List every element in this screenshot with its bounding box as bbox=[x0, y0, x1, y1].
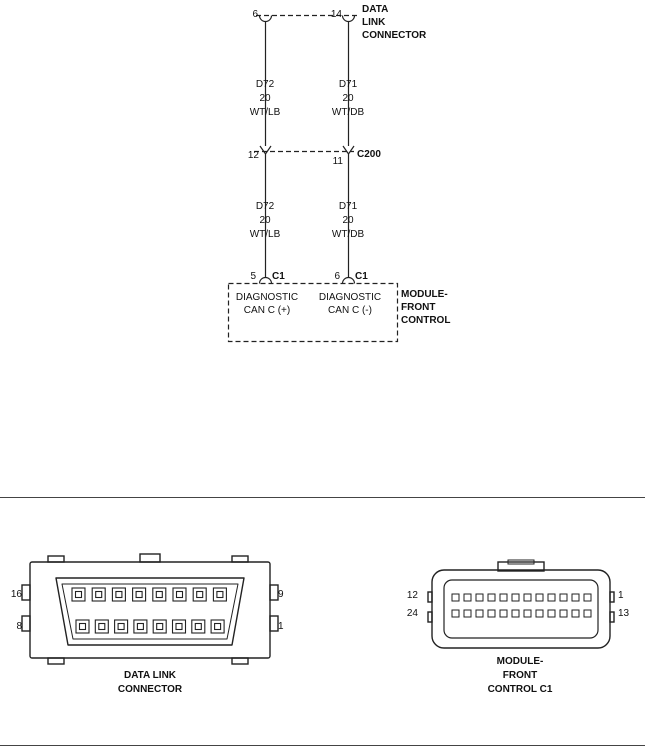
module-pin-cavity-right bbox=[343, 278, 355, 284]
dlc-pin-cavity-right bbox=[343, 16, 355, 22]
module-signal-left-line1: DIAGNOSTIC bbox=[235, 292, 299, 303]
dlc-schematic-label bbox=[362, 3, 426, 42]
dlc-schematic-label-line3: CONNECTOR bbox=[362, 30, 427, 41]
dlc-caption-line1: DATA LINK bbox=[123, 670, 177, 681]
dlc-pin-right-number: 14 bbox=[330, 9, 342, 20]
wire-left-upper-label bbox=[235, 78, 295, 120]
module-pin-cavity-left bbox=[260, 278, 272, 284]
module-c1-caption-line3: CONTROL C1 bbox=[487, 684, 553, 695]
dlc-pin9-label: 9 bbox=[278, 589, 284, 600]
wire-right-gauge: 20 bbox=[342, 93, 354, 104]
bottom-divider bbox=[0, 745, 645, 746]
c200-pin-right-number: 11 bbox=[332, 156, 343, 167]
module-schematic-label-line1: MODULE- bbox=[401, 289, 448, 300]
section-divider bbox=[0, 497, 645, 498]
c200-name: C200 bbox=[357, 149, 381, 160]
module-signal-left-line2: CAN C (+) bbox=[243, 305, 291, 316]
c200-pin-left-number: 12 bbox=[247, 150, 259, 161]
dlc-pin8-label: 8 bbox=[16, 621, 22, 632]
wire-left-circuit: D72 bbox=[255, 79, 275, 90]
wire-right-circuit: D71 bbox=[338, 79, 358, 90]
module-c1-housing bbox=[428, 560, 614, 648]
module-pin-left-connector: C1 bbox=[272, 271, 285, 282]
module-pin-right-number: 6 bbox=[334, 271, 340, 282]
dlc-caption-line2: CONNECTOR bbox=[117, 684, 183, 695]
module-schematic-label-line3: CONTROL bbox=[401, 315, 451, 326]
dlc-pin16-label: 16 bbox=[10, 589, 22, 600]
module-c1-pin24-label: 24 bbox=[406, 608, 418, 619]
wire-right-color-2: WT/DB bbox=[331, 229, 365, 240]
wire-left-gauge: 20 bbox=[259, 93, 271, 104]
wire-right-upper-label bbox=[318, 78, 378, 120]
wire-right-lower-label bbox=[318, 200, 378, 242]
dlc-pin-left-number: 6 bbox=[252, 9, 258, 20]
wire-right-circuit-2: D71 bbox=[338, 201, 358, 212]
dlc-connector-drawing bbox=[18, 552, 286, 666]
module-c1-connector-drawing bbox=[420, 558, 630, 654]
module-c1-caption bbox=[455, 655, 585, 697]
module-c1-pins bbox=[452, 594, 591, 617]
dlc-caption bbox=[70, 669, 230, 697]
wire-right-color: WT/DB bbox=[331, 107, 365, 118]
module-c1-pin1-label: 1 bbox=[618, 590, 624, 601]
module-signal-right-line2: CAN C (-) bbox=[328, 305, 372, 316]
module-pin-left-number: 5 bbox=[250, 271, 256, 282]
dlc-schematic-label-line2: LINK bbox=[362, 17, 386, 28]
wire-left-circuit-2: D72 bbox=[255, 201, 275, 212]
dlc-housing bbox=[22, 554, 278, 664]
dlc-pin-cavity-left bbox=[260, 16, 272, 22]
module-schematic-label bbox=[401, 288, 450, 327]
c200-terminal-left bbox=[260, 146, 271, 154]
c200-terminal-right bbox=[343, 146, 354, 154]
wire-left-gauge-2: 20 bbox=[259, 215, 271, 226]
module-c1-pin12-label: 12 bbox=[406, 590, 418, 601]
module-signal-right-line1: DIAGNOSTIC bbox=[318, 292, 382, 303]
wire-left-color-2: WT/LB bbox=[249, 229, 281, 240]
module-c1-caption-line2: FRONT bbox=[502, 670, 538, 681]
module-pin-right-connector: C1 bbox=[355, 271, 368, 282]
wire-left-color: WT/LB bbox=[249, 107, 281, 118]
module-c1-caption-line1: MODULE- bbox=[496, 656, 544, 667]
module-signal-left bbox=[230, 291, 304, 317]
dlc-pin1-label: 1 bbox=[278, 621, 284, 632]
module-schematic-label-line2: FRONT bbox=[401, 302, 436, 313]
wire-right-gauge-2: 20 bbox=[342, 215, 354, 226]
module-signal-right bbox=[312, 291, 388, 317]
wire-left-lower-label bbox=[235, 200, 295, 242]
dlc-schematic-label-line1: DATA bbox=[362, 4, 389, 15]
module-c1-pin13-label: 13 bbox=[618, 608, 630, 619]
dlc-pins bbox=[72, 588, 226, 633]
